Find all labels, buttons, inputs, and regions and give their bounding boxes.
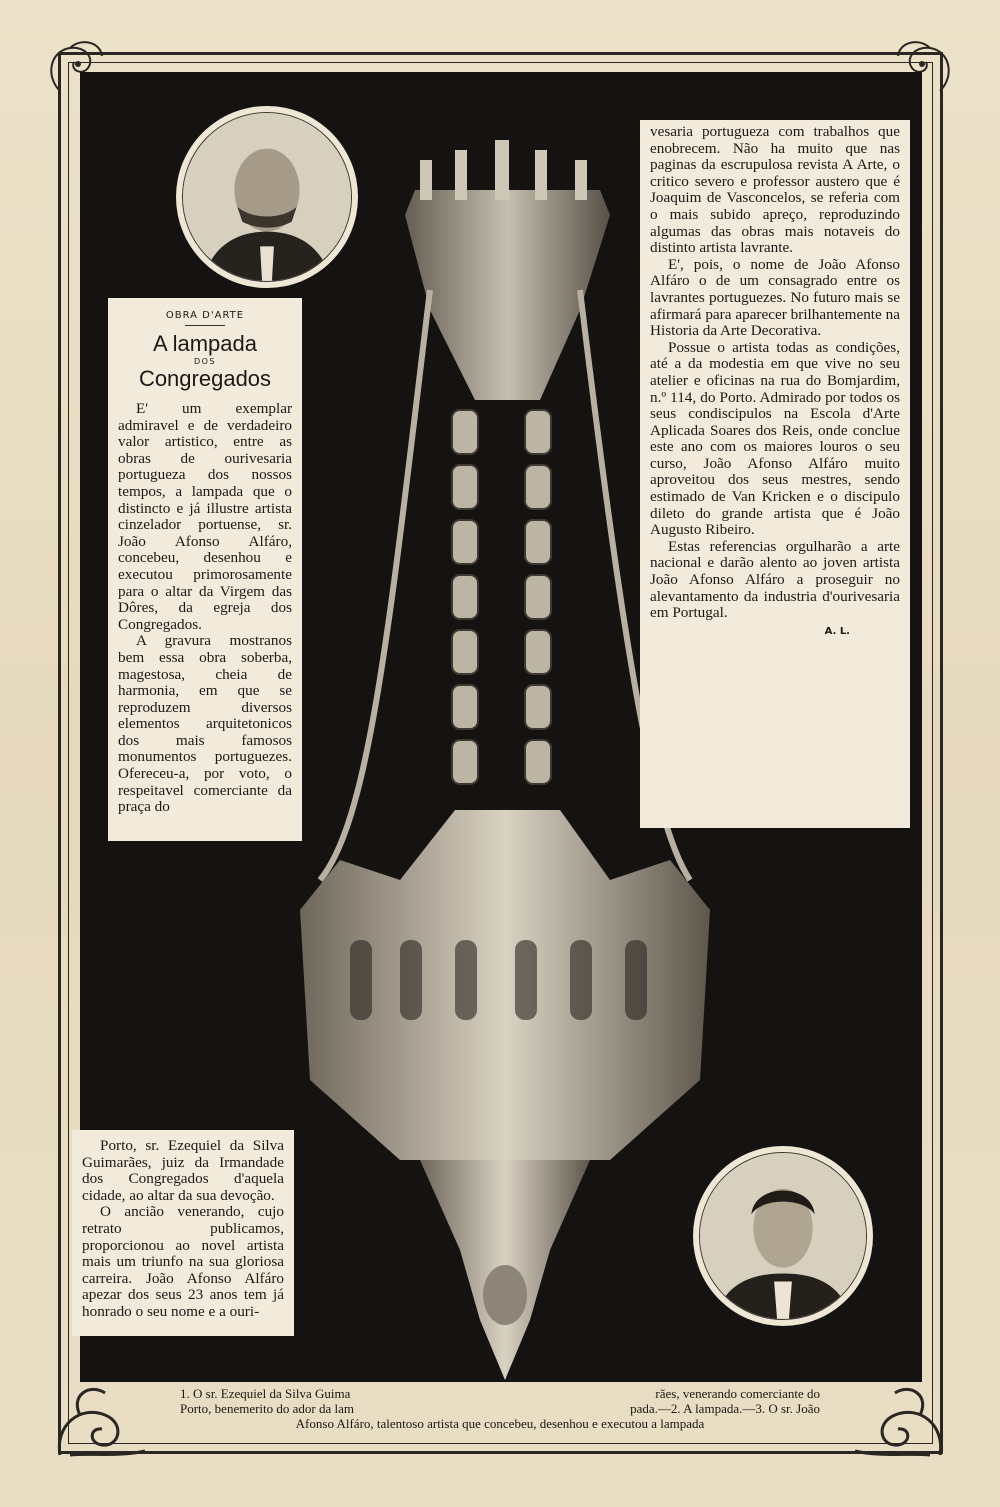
caption-text: rães, venerando comerciante do <box>655 1386 820 1401</box>
paragraph: E' um exemplar admiravel e de verdadeiro valor artistico, entre as obras de ourivesaria portugueza dos nossos tempos, a lampada que o distincto e já illustre artista cinzelador portuense, sr. João Afonso Alfáro, concebeu, desenhou e executou primorosamente para o altar da Virgem das Dôres, da egreja dos Congregados. <box>118 400 292 633</box>
paragraph: Estas referencias orgulharão a arte nacional e darão alento ao joven artista João Afonso Alfáro a proseguir no alevantamento da industria d'ourivesaria em Portugal. <box>650 537 900 622</box>
paragraph: A gravura mostranos bem essa obra soberba, magestosa, cheia de harmonia, em que se reproduzem diversos elementos arquitetonicos dos mais famosos monumentos portuguezes. Ofereceu-a, por voto, o respeitavel comerciante da praça do <box>118 632 292 816</box>
divider <box>185 325 225 326</box>
right-column-text <box>650 124 900 622</box>
article-title-line2: Congregados <box>138 366 272 391</box>
caption-line <box>180 1401 820 1416</box>
portrait-elderly-man <box>176 106 358 288</box>
caption-text: 1. O sr. Ezequiel da Silva Guima <box>180 1386 351 1401</box>
article-title-dos: DOS <box>193 357 217 366</box>
bottom-left-text <box>82 1138 284 1321</box>
paragraph: vesaria portugueza com trabalhos que enobrecem. Não ha muito que nas paginas da escrupulosa revista A Arte, o critico severo e professor austero que é Joaquim de Vasconcelos, se referia com o mais subido apreço, reproduzindo algumas das obras mais notaveis do distinto artista lavrante. <box>650 123 900 257</box>
paragraph: O ancião venerando, cujo retrato publicamos, proporcionou ao novel artista mais um triunfo na sua gloriosa carreira. João Afonso Alfáro apezar dos seus 23 anos tem já honrado o seu nome e a ouri- <box>82 1203 284 1320</box>
portrait-young-man <box>693 1146 873 1326</box>
caption-text: Porto, benemerito do ador da lam <box>180 1401 355 1416</box>
article-title-line1: A lampada <box>153 331 257 356</box>
left-column-text <box>118 401 292 816</box>
section-label: OBRA D'ARTE <box>165 310 245 321</box>
article-bottom-left-column <box>72 1130 294 1336</box>
caption-text: Afonso Alfáro, talentoso artista que concebeu, desenhou e executou a lampada <box>295 1416 705 1431</box>
paragraph: Possue o artista todas as condições, até a da modestia em que vive no seu atelier e oficinas na rua do Bomjardim, n.º 114, do Porto. Admirado por todos os seus condiscipulos na Escola d'Arte Aplicada Soares dos Reis, onde conclue este ano com os maiores louros o seu curso, João Afonso Alfáro muito aproveitou dos seus mestres, sendo estimado de Van Kricken e o discipulo dileto do grande artista que é João Augusto Ribeiro. <box>650 338 900 539</box>
figure-caption <box>180 1386 820 1431</box>
corner-ornament-icon <box>50 1375 150 1465</box>
paragraph: Porto, sr. Ezequiel da Silva Guimarães, juiz da Irmandade dos Congregados d'aquela cidade, ao altar da sua devoção. <box>82 1137 284 1204</box>
caption-line <box>180 1386 820 1401</box>
paragraph: E', pois, o nome de João Afonso Alfáro o de um consagrado entre os lavrantes portuguezes. No futuro mais se afirmará para aparecer brilhantemente na Historia da Arte Decorativa. <box>650 255 900 340</box>
article-left-column <box>108 298 302 841</box>
author-signature: A. L. <box>824 625 850 637</box>
caption-text: pada.—2. A lampada.—3. O sr. João <box>630 1401 820 1416</box>
article-right-column <box>640 120 910 828</box>
corner-ornament-icon <box>850 1375 950 1465</box>
caption-line <box>180 1416 820 1431</box>
